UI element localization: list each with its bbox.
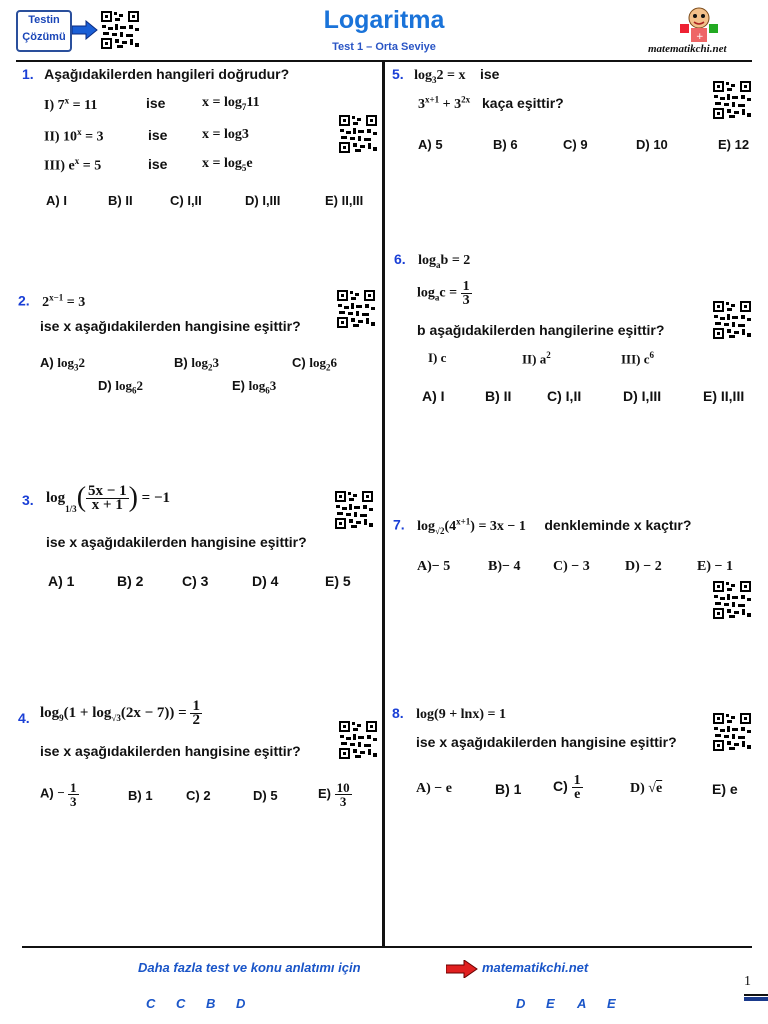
- solution-label-line2: Çözümü: [22, 31, 66, 43]
- option-d[interactable]: D) $\log_62$: [98, 378, 143, 396]
- option-d[interactable]: D) √e: [630, 781, 663, 796]
- option-d[interactable]: D) 10: [636, 137, 668, 152]
- page-title: Logaritma: [323, 6, 445, 34]
- option-e[interactable]: E) 5: [325, 573, 351, 589]
- option-c[interactable]: C) $\frac{1}{e}$: [553, 773, 581, 802]
- option-d[interactable]: D) I,III: [623, 388, 662, 404]
- option-b[interactable]: B) 6: [493, 137, 518, 152]
- footer-site-link[interactable]: matematikchi.net: [482, 960, 589, 975]
- svg-text:+: +: [696, 32, 704, 42]
- question-number: 7.: [393, 516, 405, 533]
- option-c[interactable]: C) I,II: [547, 388, 582, 404]
- option-c[interactable]: C) 3: [182, 573, 209, 589]
- statement-3: III) $c^6$: [621, 350, 655, 367]
- qr-code-icon[interactable]: [712, 300, 752, 340]
- qr-code-icon[interactable]: [334, 490, 374, 530]
- option-e[interactable]: E) 12: [718, 137, 750, 152]
- option-a[interactable]: A) − e: [416, 781, 452, 796]
- question-4: [18, 710, 30, 728]
- question-5: [392, 66, 499, 85]
- option-label: A): [416, 781, 431, 796]
- option-d[interactable]: D) − 2: [625, 559, 662, 574]
- qr-code-icon[interactable]: [338, 114, 378, 154]
- qr-code-icon[interactable]: [712, 580, 752, 620]
- question-number: 4.: [18, 710, 30, 726]
- answer-key-q6: E: [546, 996, 555, 1011]
- option-c[interactable]: C) 2: [186, 788, 211, 803]
- option-label: A): [40, 355, 54, 370]
- statement-3-ise: ise: [148, 156, 168, 172]
- question-equation: $\log_{1/3}$( $\frac{5x - 1}{x + 1}$ ) = −1: [46, 482, 171, 514]
- option-d[interactable]: D) 4: [252, 573, 279, 589]
- qr-code-icon[interactable]: [712, 712, 752, 752]
- question-equation: log(9 + lnx) = 1: [416, 707, 506, 722]
- question-3: [22, 492, 34, 510]
- statement-1: I) c: [428, 350, 447, 365]
- option-label: D): [625, 559, 640, 574]
- option-b[interactable]: B) 1: [495, 781, 522, 797]
- statement-3: III) $e^x = 5$: [44, 156, 102, 174]
- statement-1-ise: ise: [146, 95, 166, 111]
- answer-key-q8: E: [607, 996, 616, 1011]
- option-label: D): [630, 781, 645, 796]
- footer-text: Daha fazla test ve konu anlatımı için: [138, 960, 361, 975]
- page-subtitle: Test 1 – Orta Seviye: [332, 41, 436, 53]
- option-e[interactable]: E) $\log_63$: [232, 378, 277, 396]
- qr-code-icon[interactable]: [336, 289, 376, 329]
- question-2: [18, 292, 85, 311]
- answer-key-q2: C: [176, 996, 186, 1011]
- question-number: 8.: [392, 705, 404, 721]
- option-label: C): [292, 355, 306, 370]
- arrow-right-icon: [446, 960, 478, 978]
- option-b[interactable]: B) 2: [117, 573, 144, 589]
- question-equation: $\log_32 = x$: [414, 68, 466, 85]
- question-number: 2.: [18, 292, 30, 309]
- page-number: 1: [744, 974, 751, 989]
- statement-3-result: $x = \log_5e$: [202, 156, 253, 173]
- option-a[interactable]: A) I: [422, 388, 445, 404]
- question-equation: $\log_9(1 + \log_{√3}(2x - 7))$ = $\frac{1}{2}$: [40, 698, 200, 728]
- answer-key-q3: B: [206, 996, 216, 1011]
- question-number: 3.: [22, 492, 34, 508]
- question-text: b aşağıdakilerden hangilerine eşittir?: [417, 322, 665, 338]
- option-b[interactable]: B) II: [108, 193, 133, 208]
- question-6: [394, 251, 470, 270]
- question-number: 1.: [22, 66, 34, 82]
- qr-code-icon[interactable]: [712, 80, 752, 120]
- option-c[interactable]: C) − 3: [553, 559, 590, 574]
- bottom-divider: [22, 946, 752, 948]
- option-e[interactable]: E) − 1: [697, 559, 733, 574]
- option-a[interactable]: A) $\log_32$: [40, 355, 85, 373]
- answer-key-q7: A: [577, 996, 587, 1011]
- answer-key-q4: D: [236, 996, 246, 1011]
- question-number: 5.: [392, 66, 404, 82]
- option-e[interactable]: E) II,III: [703, 388, 745, 404]
- option-b[interactable]: B) II: [485, 388, 512, 404]
- option-label: D): [98, 378, 112, 393]
- question-text: kaça eşittir?: [482, 94, 564, 111]
- option-a[interactable]: A) − $\frac{1}{3}$: [40, 780, 77, 809]
- question-8: [392, 705, 506, 723]
- column-divider: [382, 60, 385, 948]
- question-text: Aşağıdakilerden hangileri doğrudur?: [44, 66, 290, 82]
- option-a[interactable]: A) I: [46, 193, 67, 208]
- solution-label-line1: Testin: [28, 14, 60, 26]
- option-label: B): [488, 559, 502, 574]
- option-a[interactable]: A) 1: [48, 573, 75, 589]
- option-label: C): [553, 559, 568, 574]
- question-text: ise x aşağıdakilerden hangisine eşittir?: [46, 534, 307, 550]
- option-b[interactable]: B)− 4: [488, 559, 521, 574]
- option-label: E): [232, 378, 245, 393]
- question-text: ise x aşağıdakilerden hangisine eşittir?: [416, 734, 677, 750]
- question-7: [393, 516, 691, 535]
- ise-text: ise: [479, 66, 500, 82]
- statement-2-result: x = log3: [202, 127, 249, 142]
- option-label: E): [697, 559, 711, 574]
- question-equation: $2^{x-1} = 3$: [42, 292, 86, 310]
- question-equation: $\log_{√2}(4^{x+1}) = 3x - 1$: [417, 516, 526, 536]
- option-a[interactable]: A)− 5: [417, 559, 451, 574]
- statement-1: I) $7^x = 11$: [44, 95, 98, 113]
- option-d[interactable]: D) I,III: [245, 193, 281, 208]
- option-label: A): [417, 559, 432, 574]
- question-text: ise x aşağıdakilerden hangisine eşittir?: [40, 318, 301, 334]
- answer-key-q1: C: [146, 996, 156, 1011]
- question-number: 6.: [394, 251, 406, 267]
- option-e[interactable]: E) $\frac{10}{3}$: [318, 780, 350, 809]
- question-equation-2: $\log_ac$ = $\frac{1}{3}$: [417, 279, 470, 308]
- option-d[interactable]: D) 5: [253, 788, 278, 803]
- option-e[interactable]: E) II,III: [325, 193, 364, 208]
- statement-1-result: $x = \log_711$: [202, 95, 260, 112]
- question-1: [22, 66, 289, 84]
- option-c[interactable]: C) $\log_26$: [292, 355, 337, 373]
- site-logo-text: matematikchi.net: [648, 43, 727, 55]
- option-e[interactable]: E) e: [712, 781, 738, 797]
- statement-2-ise: ise: [148, 127, 168, 143]
- option-a[interactable]: A) 5: [418, 137, 443, 152]
- question-text: denkleminde x kaçtır?: [544, 516, 692, 533]
- option-label: B): [174, 355, 188, 370]
- option-label: A): [40, 785, 54, 801]
- option-label: E): [318, 785, 331, 801]
- qr-code-icon[interactable]: [338, 720, 378, 760]
- statement-2: II) $10^x = 3$: [44, 127, 104, 145]
- page-number-rule: [744, 994, 768, 996]
- page-number-bar: [744, 997, 768, 1001]
- option-b[interactable]: B) 1: [128, 788, 153, 803]
- option-c[interactable]: C) 9: [563, 137, 588, 152]
- question-text: ise x aşağıdakilerden hangisine eşittir?: [40, 743, 301, 759]
- statement-2: II) $a^2$: [522, 350, 551, 367]
- mascot-logo-icon: [676, 4, 722, 44]
- question-expression: $3^{x+1} + 3^{2x}$ kaça eşittir?: [418, 94, 564, 112]
- question-equation: $\log_ab = 2$: [418, 253, 471, 270]
- option-b[interactable]: B) $\log_23$: [174, 355, 219, 373]
- option-label: C): [553, 778, 568, 795]
- option-c[interactable]: C) I,II: [170, 193, 202, 208]
- answer-key-q5: D: [516, 996, 526, 1011]
